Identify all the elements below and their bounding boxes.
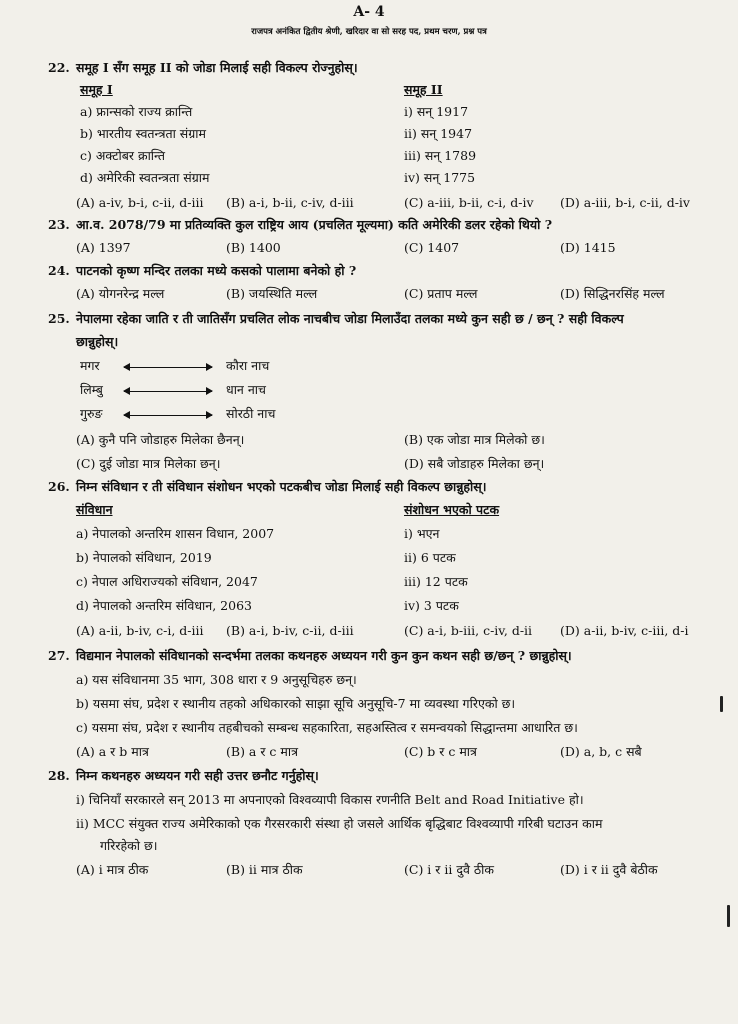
question-text: निम्न संविधान र ती संविधान संशोधन भएको पटकबीच जोडा मिलाई सही विकल्प छान्नुहोस्। <box>76 479 487 494</box>
double-arrow-icon <box>124 391 212 392</box>
option-d[interactable]: (D) i र ii दुवै बेठीक <box>560 862 658 877</box>
option-a[interactable]: (A) 1397 <box>76 240 131 255</box>
question-text: विद्यमान नेपालको संविधानको सन्दर्भमा तलका कथनहरु अध्ययन गरी कुन कुन कथन सही छ/छन् ? छान्नुहोस्। <box>76 648 572 663</box>
column-header-group-1: समूह I <box>80 82 113 97</box>
page-number: A- 4 <box>353 4 385 20</box>
group2-item: iii) सन् 1789 <box>404 148 477 163</box>
amendment-item: iii) 12 पटक <box>404 574 468 589</box>
option-a[interactable]: (A) योगनरेन्द्र मल्ल <box>76 286 165 301</box>
statement: i) चिनियाँ सरकारले सन् 2013 मा अपनाएको विश्वव्यापी विकास रणनीति Belt and Road Initiative हो। <box>76 792 584 807</box>
group2-item: i) सन् 1917 <box>404 104 469 119</box>
pair-left: लिम्बु <box>80 382 103 397</box>
option-d[interactable]: (D) a-iii, b-i, c-ii, d-iv <box>560 195 690 210</box>
option-a[interactable]: (A) i मात्र ठीक <box>76 862 149 877</box>
column-header-amendments: संशोधन भएको पटक <box>404 502 500 517</box>
question-text-continued: छान्नुहोस्। <box>76 334 119 349</box>
double-arrow-icon <box>124 367 212 368</box>
question-number: 24. <box>48 263 70 278</box>
question-number: 23. <box>48 217 70 232</box>
option-d[interactable]: (D) सबै जोडाहरु मिलेका छन्। <box>404 456 545 471</box>
amendment-item: i) भएन <box>404 526 440 541</box>
option-b[interactable]: (B) 1400 <box>226 240 281 255</box>
question-text: पाटनको कृष्ण मन्दिर तलका मध्ये कसको पालामा बनेको हो ? <box>76 263 357 278</box>
option-a[interactable]: (A) कुनै पनि जोडाहरु मिलेका छैनन्। <box>76 432 245 447</box>
option-d[interactable]: (D) 1415 <box>560 240 616 255</box>
statement-continued: गरिरहेको छ। <box>100 838 158 853</box>
question-number: 27. <box>48 648 70 663</box>
amendment-item: ii) 6 पटक <box>404 550 456 565</box>
statement: c) यसमा संघ, प्रदेश र स्थानीय तहबीचको सम्बन्ध सहकारिता, सहअस्तित्व र समन्वयको सिद्धान्तमा आधारित छ। <box>76 720 578 735</box>
option-d[interactable]: (D) a-ii, b-iv, c-iii, d-i <box>560 623 689 638</box>
constitution-item: a) नेपालको अन्तरिम शासन विधान, 2007 <box>76 526 275 541</box>
option-d[interactable]: (D) सिद्धिनरसिंह मल्ल <box>560 286 665 301</box>
pair-left: गुरुङ <box>80 406 103 421</box>
group2-item: iv) सन् 1775 <box>404 170 476 185</box>
group1-item: b) भारतीय स्वतन्त्रता संग्राम <box>80 126 207 141</box>
group1-item: d) अमेरिकी स्वतन्त्रता संग्राम <box>80 170 210 185</box>
option-b[interactable]: (B) a-i, b-ii, c-iv, d-iii <box>226 195 354 210</box>
question-number: 28. <box>48 768 70 783</box>
constitution-item: c) नेपाल अधिराज्यको संविधान, 2047 <box>76 574 258 589</box>
option-b[interactable]: (B) a र c मात्र <box>226 744 299 759</box>
group1-item: a) फ्रान्सको राज्य क्रान्ति <box>80 104 193 119</box>
statement: b) यसमा संघ, प्रदेश र स्थानीय तहको अधिकारको साझा सूचि अनुसूचि-7 मा व्यवस्था गरिएको छ। <box>76 696 516 711</box>
option-a[interactable]: (A) a-iv, b-i, c-ii, d-iii <box>76 195 204 210</box>
statement: ii) MCC संयुक्त राज्य अमेरिकाको एक गैरसरकारी संस्था हो जसले आर्थिक बृद्धिबाट विश्वव्यापी गरिबी घटाउन काम <box>76 816 603 831</box>
group1-item: c) अक्टोबर क्रान्ति <box>80 148 166 163</box>
option-a[interactable]: (A) a र b मात्र <box>76 744 149 759</box>
constitution-item: b) नेपालको संविधान, 2019 <box>76 550 212 565</box>
question-text: नेपालमा रहेका जाति र ती जातिसँग प्रचलित लोक नाचबीच जोडा मिलाउँदा तलका मध्ये कुन सही छ / छन् ? सही विकल्प <box>76 311 624 326</box>
exam-subheading: राजपत्र अनंकित द्वितीय श्रेणी, खरिदार वा सो सरह पद, प्रथम चरण, प्रश्न पत्र <box>251 27 487 37</box>
option-c[interactable]: (C) b र c मात्र <box>404 744 477 759</box>
option-c[interactable]: (C) a-i, b-iii, c-iv, d-ii <box>404 623 533 638</box>
constitution-item: d) नेपालको अन्तरिम संविधान, 2063 <box>76 598 252 613</box>
question-text: निम्न कथनहरु अध्ययन गरी सही उत्तर छनौट गर्नुहोस्। <box>76 768 319 783</box>
question-text: आ.व. 2078/79 मा प्रतिव्यक्ति कुल राष्ट्रिय आय (प्रचलित मूल्यमा) कति अमेरिकी डलर रहेको थियो ? <box>76 217 553 232</box>
option-b[interactable]: (B) जयस्थिति मल्ल <box>226 286 318 301</box>
question-number: 22. <box>48 60 70 75</box>
scan-mark <box>727 905 730 927</box>
option-c[interactable]: (C) i र ii दुवै ठीक <box>404 862 494 877</box>
question-number: 26. <box>48 479 70 494</box>
option-c[interactable]: (C) प्रताप मल्ल <box>404 286 478 301</box>
double-arrow-icon <box>124 415 212 416</box>
option-c[interactable]: (C) दुई जोडा मात्र मिलेका छन्। <box>76 456 221 471</box>
pair-right: कौरा नाच <box>226 358 270 373</box>
column-header-constitution: संविधान <box>76 502 113 517</box>
column-header-group-2: समूह II <box>404 82 443 97</box>
option-c[interactable]: (C) 1407 <box>404 240 460 255</box>
option-a[interactable]: (A) a-ii, b-iv, c-i, d-iii <box>76 623 204 638</box>
question-number: 25. <box>48 311 70 326</box>
group2-item: ii) सन् 1947 <box>404 126 473 141</box>
pair-left: मगर <box>80 358 100 373</box>
pair-right: धान नाच <box>226 382 266 397</box>
amendment-item: iv) 3 पटक <box>404 598 459 613</box>
option-c[interactable]: (C) a-iii, b-ii, c-i, d-iv <box>404 195 534 210</box>
question-text: समूह I सँग समूह II को जोडा मिलाई सही विकल्प रोज्नुहोस्। <box>76 60 358 75</box>
statement: a) यस संविधानमा 35 भाग, 308 धारा र 9 अनुसूचिहरु छन्। <box>76 672 357 687</box>
option-d[interactable]: (D) a, b, c सबै <box>560 744 642 759</box>
option-b[interactable]: (B) ii मात्र ठीक <box>226 862 303 877</box>
scan-mark <box>720 696 723 712</box>
option-b[interactable]: (B) a-i, b-iv, c-ii, d-iii <box>226 623 354 638</box>
option-b[interactable]: (B) एक जोडा मात्र मिलेको छ। <box>404 432 545 447</box>
pair-right: सोरठी नाच <box>226 406 276 421</box>
